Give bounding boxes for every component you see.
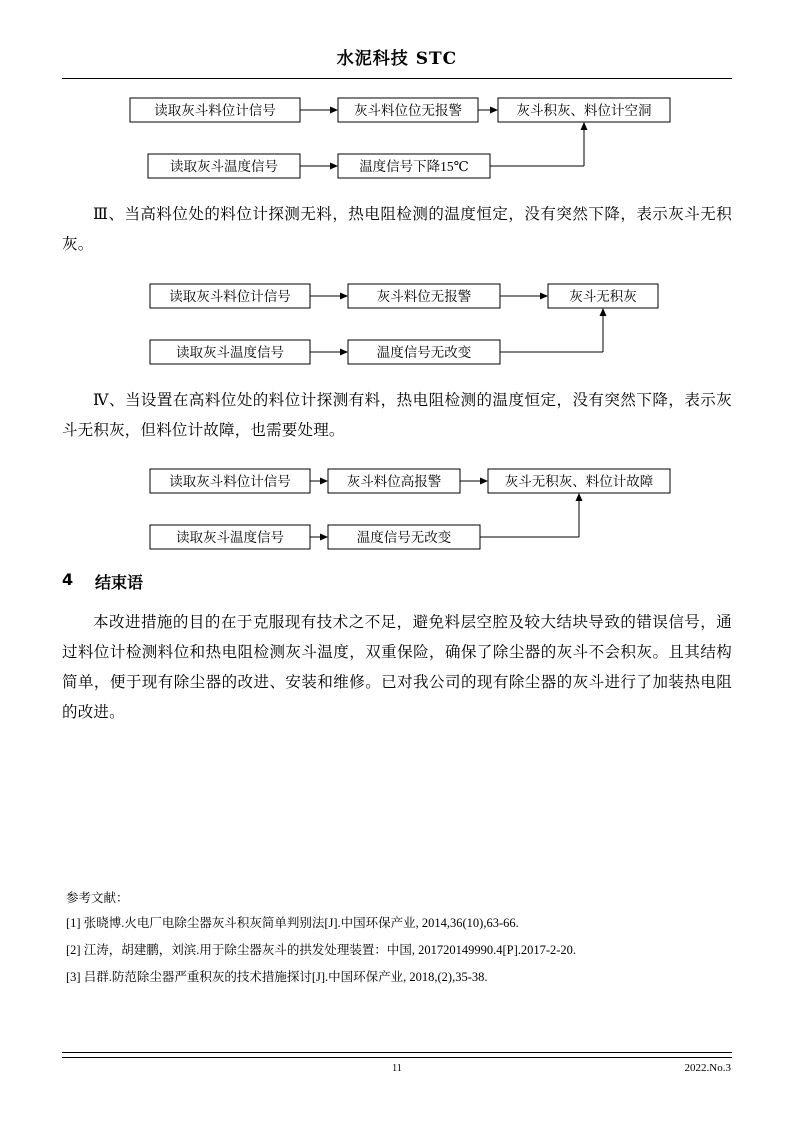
diagram-2 [120,278,680,368]
paragraph-iii: Ⅲ、当高料位处的料位计探测无料，热电阻检测的温度恒定，没有突然下降，表示灰斗无积灰。 [62,206,732,253]
reference-item-2: [2] 江涛，胡建鹏，刘滨.用于除尘器灰斗的拱发处理装置：中国, 201720149990.4[P].2017-2-20. [66,943,577,957]
journal-title: 水泥科技 STC [336,49,458,69]
diagram-1-row2-left: 读取灰斗温度信号 [170,159,278,174]
diagram-1-row1-mid: 灰斗料位位无报警 [354,103,462,118]
page-header [62,44,732,69]
diagram-1-row1-right: 灰斗积灰、料位计空洞 [516,103,652,118]
header-divider [62,78,732,79]
footer-divider-bottom [62,1057,732,1058]
diagram-3-row2-left: 读取灰斗温度信号 [176,530,284,545]
diagram-2-row1-mid: 灰斗料位无报警 [376,289,472,304]
references-title: 参考文献： [66,891,129,905]
reference-item-1: [1] 张晓博.火电厂电除尘器灰斗积灰简单判别法[J].中国环保产业, 2014,36(10),63-66. [66,916,519,930]
diagram-2-row1-left: 读取灰斗料位计信号 [169,289,291,304]
diagram-3-row1-right: 灰斗无积灰、料位计故障 [504,474,654,489]
diagram-2-row2-left: 读取灰斗温度信号 [176,345,284,360]
section-title: 结束语 [95,573,144,592]
diagram-1 [120,92,680,182]
diagram-2-row2-mid: 温度信号无改变 [376,345,472,360]
paragraph-iv: Ⅳ、当设置在高料位处的料位计探测有料，热电阻检测的温度恒定，没有突然下降，表示灰斗无积灰，但料位计故障，也需要处理。 [62,392,732,439]
diagram-3-row2-mid: 温度信号无改变 [356,530,452,545]
section-number: 4 [62,570,74,589]
footer-divider-top [62,1052,732,1053]
reference-item-3: [3] 吕群.防范除尘器严重积灰的技术措施探讨[J].中国环保产业, 2018,(2),35-38. [66,970,488,984]
diagram-3-row1-left: 读取灰斗料位计信号 [169,474,291,489]
diagram-3-row1-mid: 灰斗料位高报警 [346,474,442,489]
issue-label: 2022.No.3 [684,1062,731,1074]
diagram-1-row1-left: 读取灰斗料位计信号 [154,103,276,118]
diagram-2-row1-right: 灰斗无积灰 [569,289,637,304]
conclusion-paragraph: 本改进措施的目的在于克服现有技术之不足，避免料层空腔及较大结块导致的错误信号，通过料位计检测料位和热电阻检测灰斗温度，双重保险，确保了除尘器的灰斗不会积灰。且其结构简单，便于现有除尘器的改进、安装和维修。已对我公司的现有除尘器的灰斗进行了加装热电阻的改进。 [62,614,732,721]
page-number: 11 [392,1063,402,1074]
diagram-3 [120,463,680,553]
diagram-1-row2-mid: 温度信号下降15℃ [359,159,469,174]
